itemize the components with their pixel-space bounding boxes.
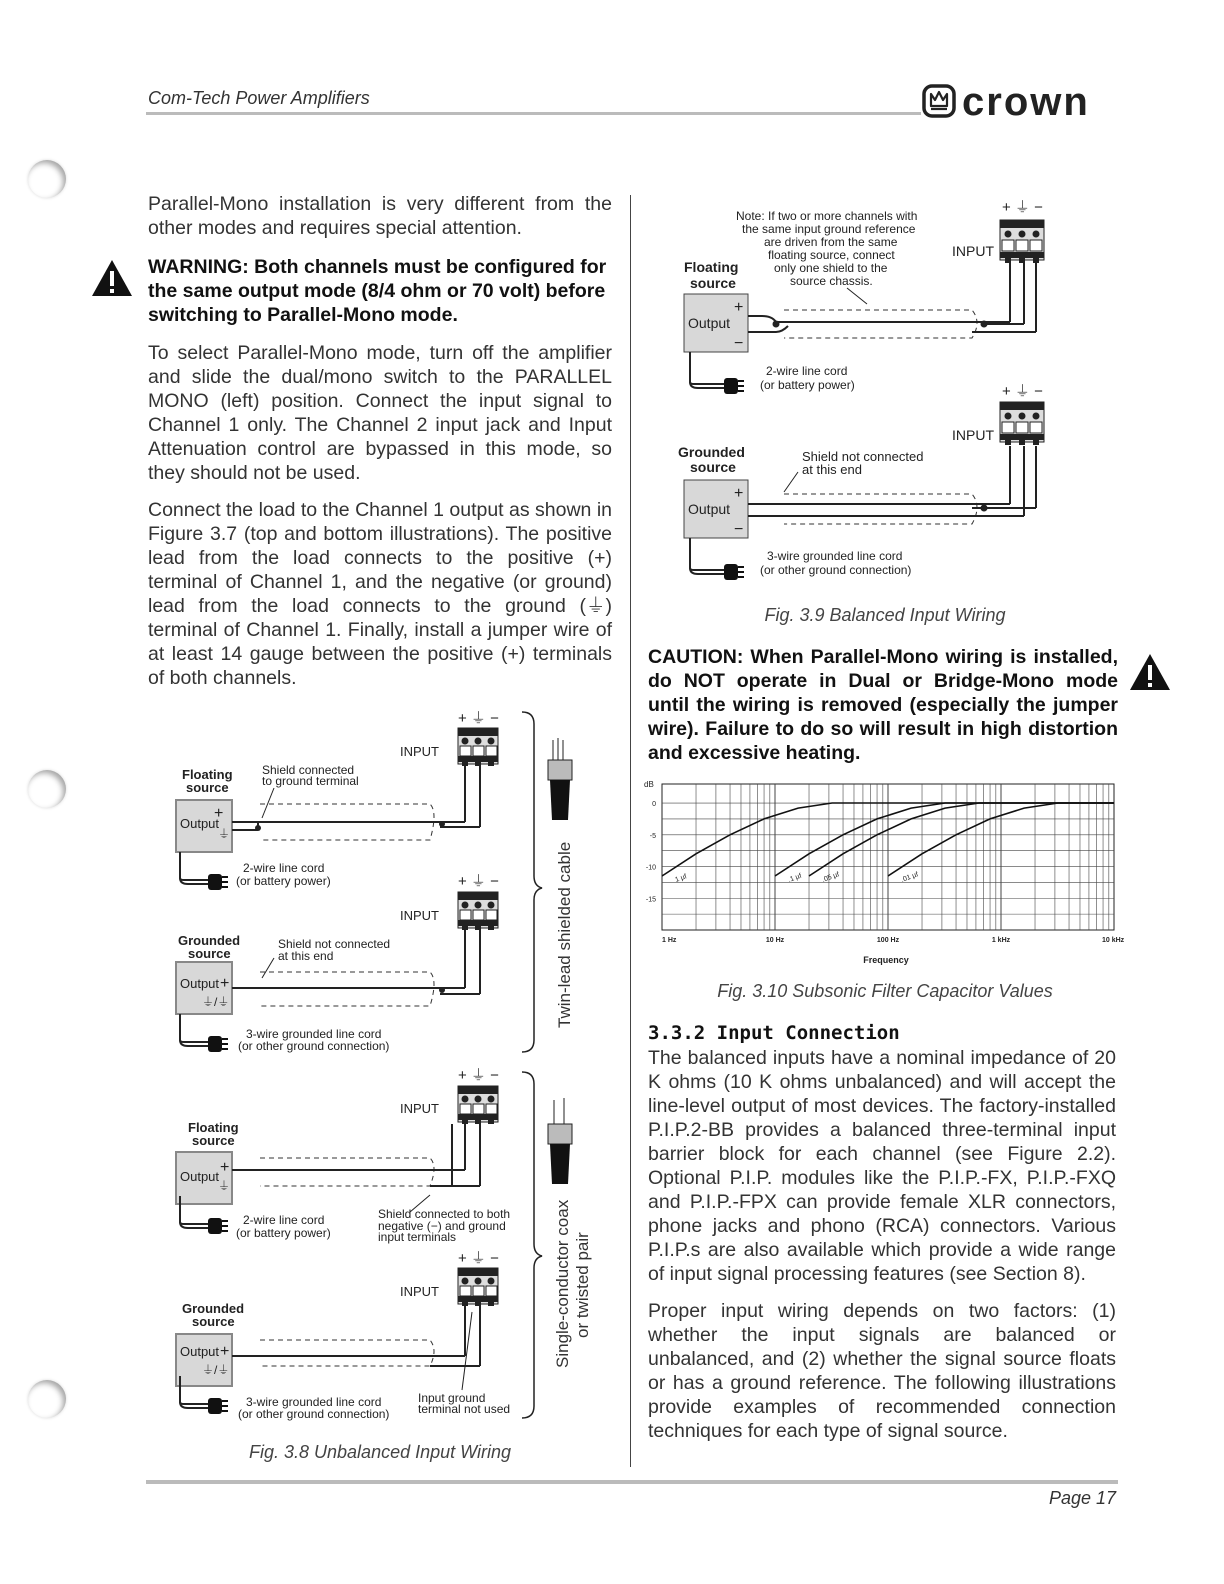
- warning-icon: [90, 258, 134, 298]
- fig38-grounded-shielded: [176, 873, 499, 1053]
- fig38-floating-1: Floating: [182, 767, 233, 782]
- fig39-shield-not-2: at this end: [802, 462, 862, 477]
- input-wiring-paragraph: Proper input wiring depends on two factors: (1) whether the input signals are balanced or unbalanced, and (2) whether the signal source floats or has a ground reference. The following illustrations provide examples of recommended connection techniques for each type of signal source.: [648, 1300, 1116, 1442]
- fig38-input-label-4: INPUT: [400, 1284, 439, 1299]
- chart-x-tick-label: 1 Hz: [662, 937, 677, 944]
- svg-text:⏚/⏚: ⏚/⏚: [202, 1363, 230, 1377]
- coax-cable-icon: [548, 1098, 572, 1184]
- chart-x-tick-label: 100 Hz: [876, 937, 900, 944]
- fig39-floating-1: Floating: [684, 259, 739, 275]
- chart-y-tick-label: 0: [652, 801, 656, 809]
- fig38-grounded-4: source: [192, 1314, 235, 1329]
- svg-text:+: +: [220, 1159, 230, 1176]
- section-heading: 3.3.2 Input Connection: [648, 1022, 900, 1044]
- binder-hole: [28, 770, 66, 808]
- fig39-terminal-label: + ⏚ −: [1002, 199, 1043, 216]
- caution-text: CAUTION: When Parallel-Mono wiring is installed, do NOT operate in Dual or Bridge-Mono mode until the wiring is removed (especially the jumper wire). Failure to do so will result in high distortion and excessive heating.: [648, 646, 1118, 764]
- running-header: Com-Tech Power Amplifiers: [148, 88, 370, 108]
- chart-series-label: 1 µf: [674, 873, 688, 884]
- fig39-cord3-1: 3-wire grounded line cord: [767, 549, 903, 563]
- header-rule: [146, 112, 921, 115]
- fig38-floating-3: Floating: [188, 1120, 239, 1135]
- fig38-floating-coax: [176, 1067, 510, 1244]
- binder-hole: [28, 160, 66, 198]
- fig38-cord2-4: (or battery power): [236, 1226, 331, 1240]
- cable-coax-label-1: Single-conductor coax: [553, 1199, 572, 1368]
- chart-y-tick-label: -5: [649, 832, 656, 840]
- fig38-terminal-label-4: + ⏚ −: [458, 1250, 499, 1267]
- chart-series-label: .1 µf: [787, 872, 803, 884]
- svg-text:+: +: [220, 1343, 230, 1360]
- fig38-floating-4: source: [192, 1133, 235, 1148]
- intro-paragraph: Parallel-Mono installation is very different from the other modes and requires special attention.: [148, 193, 612, 239]
- svg-text:⏚: ⏚: [218, 1179, 231, 1193]
- fig38-terminal-label-3: + ⏚ −: [458, 1067, 499, 1084]
- fig39-note-4: floating source, connect: [768, 248, 895, 262]
- chart-x-label: Frequency: [863, 955, 909, 965]
- fig-3-10-chart: [640, 776, 1130, 972]
- fig38-cord2-2: (or battery power): [236, 874, 331, 888]
- brace-coax: [522, 1072, 542, 1418]
- fig39-note-2: the same input ground reference: [742, 222, 916, 236]
- fig-3-9-diagram: [672, 196, 1072, 588]
- cable-coax-label-2: or twisted pair: [573, 1232, 592, 1338]
- fig38-cord2-1: 2-wire line cord: [243, 861, 325, 875]
- svg-text:−: −: [734, 521, 744, 538]
- fig38-cord3-3: 3-wire grounded line cord: [246, 1395, 382, 1409]
- fig38-shield-connected-1: Shield connected: [262, 763, 355, 777]
- svg-text:⏚/⏚: ⏚/⏚: [202, 995, 230, 1009]
- fig-3-9-caption: Fig. 3.9 Balanced Input Wiring: [764, 605, 1006, 625]
- parallel-mono-paragraph: To select Parallel-Mono mode, turn off the amplifier and slide the dual/mono switch to the PARALLEL MONO (left) position. Connect the input signal to Channel 1 only. The Channel 2 input jack and Input Attenuation control are bypassed in this mode, so they should not be used.: [148, 342, 612, 484]
- crown-logo: [922, 80, 1122, 122]
- fig38-output-4: Output: [180, 1344, 220, 1359]
- fig38-shield-both-1: Shield connected to both: [378, 1207, 511, 1221]
- fig38-grounded-3: Grounded: [182, 1301, 245, 1316]
- fig39-input-label: INPUT: [952, 243, 994, 259]
- svg-text:⏚: ⏚: [218, 827, 231, 841]
- brand-wordmark: crown: [962, 80, 1090, 122]
- svg-text:+: +: [734, 299, 744, 316]
- caution-icon: [1128, 652, 1172, 692]
- fig38-grounded-coax: [176, 1250, 510, 1421]
- fig-3-8-caption: Fig. 3.8 Unbalanced Input Wiring: [249, 1442, 511, 1462]
- fig38-cord2-3: 2-wire line cord: [243, 1213, 325, 1227]
- fig38-output-1: Output: [180, 816, 220, 831]
- fig39-input-label-2: INPUT: [952, 427, 994, 443]
- cable-shielded-label: Twin-lead shielded cable: [555, 841, 574, 1028]
- chart-series-label: .01 µf: [900, 871, 920, 884]
- fig38-shield-not-2: at this end: [278, 949, 334, 963]
- fig39-cord2-2: (or battery power): [760, 378, 855, 392]
- svg-text:+: +: [220, 975, 230, 992]
- fig39-cord2-1: 2-wire line cord: [766, 364, 848, 378]
- chart-x-tick-label: 10 kHz: [1102, 937, 1125, 944]
- page-number: Page 17: [1048, 1488, 1116, 1508]
- fig38-output-3: Output: [180, 1169, 220, 1184]
- fig38-input-ground-1: Input ground: [418, 1391, 486, 1405]
- svg-text:−: −: [734, 335, 744, 352]
- fig38-input-label-2: INPUT: [400, 908, 439, 923]
- fig38-terminal-label-2: + ⏚ −: [458, 873, 499, 890]
- fig39-terminal-label-2: + ⏚ −: [1002, 383, 1043, 400]
- fig39-note-6: source chassis.: [790, 274, 873, 288]
- fig39-output-1: Output: [688, 315, 731, 331]
- chart-y-tick-label: -10: [645, 864, 656, 872]
- shielded-cable-icon: [548, 738, 572, 820]
- fig39-note-3: are driven from the same: [764, 235, 898, 249]
- binder-hole: [28, 1380, 66, 1418]
- load-connection-paragraph: Connect the load to the Channel 1 output as shown in Figure 3.7 (top and bottom illustrations). The positive lead from the load connects to the positive (+) terminal of Channel 1, and the negative (or ground) lead from the load connects to the ground (⏚) terminal of Channel 1. Finally, install a jumper wire of at least 14 gauge between the positive (+) terminals of both channels.: [148, 499, 612, 689]
- fig38-cord3-1: 3-wire grounded line cord: [246, 1027, 382, 1041]
- chart-x-tick-label: 1 kHz: [991, 937, 1011, 944]
- fig38-floating-2: source: [186, 780, 229, 795]
- chart-y-tick-label: -15: [645, 896, 656, 904]
- fig38-floating-shielded: [176, 710, 499, 890]
- chart-y-unit: dB: [644, 780, 654, 789]
- fig38-cord3-4: (or other ground connection): [238, 1407, 390, 1421]
- fig38-shield-both-3: input terminals: [378, 1230, 457, 1244]
- fig39-floating-2: source: [690, 275, 736, 291]
- fig38-input-label-3: INPUT: [400, 1101, 439, 1116]
- fig39-note-1: Note: If two or more channels with: [736, 209, 918, 223]
- fig-3-10-caption: Fig. 3.10 Subsonic Filter Capacitor Values: [717, 981, 1053, 1001]
- brace-shielded: [522, 712, 542, 1052]
- fig38-cord3-2: (or other ground connection): [238, 1039, 390, 1053]
- fig38-shield-connected-2: to ground terminal: [262, 774, 359, 788]
- fig-3-8-diagram: [170, 700, 610, 1430]
- fig39-output-2: Output: [688, 501, 731, 517]
- chart-series-label: .05 µf: [821, 871, 841, 884]
- fig38-input-label: INPUT: [400, 744, 439, 759]
- fig38-output-2: Output: [180, 976, 220, 991]
- footer-rule: [146, 1480, 1118, 1484]
- fig38-terminal-label: + ⏚ −: [458, 710, 499, 727]
- fig39-cord3-2: (or other ground connection): [760, 563, 912, 577]
- fig38-grounded-1: Grounded: [178, 933, 241, 948]
- input-connection-paragraph: The balanced inputs have a nominal impedance of 20 K ohms (10 K ohms unbalanced) and will accept the line-level output of most devices. The factory-installed P.I.P.2-BB provides a balanced three-terminal input barrier block for each channel (see Figure 2.2). Optional P.I.P. modules like the P.I.P.-FX, P.I.P.-FXQ and P.I.P.-FPX can provide female XLR connectors, phone jacks and phono (RCA) connectors. Various P.I.P.s are also available which provide a wide range of input signal processing features (see Section 8).: [648, 1047, 1116, 1285]
- chart-x-tick-label: 10 Hz: [765, 937, 785, 944]
- fig39-note-5: only one shield to the: [774, 261, 888, 275]
- fig38-input-ground-2: terminal not used: [418, 1402, 511, 1416]
- svg-text:+: +: [734, 485, 744, 502]
- fig38-grounded-2: source: [188, 946, 231, 961]
- fig38-shield-not-1: Shield not connected: [278, 937, 391, 951]
- warning-text: WARNING: Both channels must be configured for the same output mode (8/4 ohm or 70 volt) before switching to Parallel-Mono mode.: [148, 256, 607, 326]
- fig39-grounded-2: source: [690, 459, 736, 475]
- svg-text:+: +: [214, 805, 224, 822]
- fig39-shield-not-1: Shield not connected: [802, 449, 924, 464]
- fig38-shield-both-2: negative (−) and ground: [378, 1219, 506, 1233]
- fig39-grounded-1: Grounded: [678, 444, 745, 460]
- column-divider: [630, 195, 631, 1467]
- chart-series-line: [809, 803, 1114, 876]
